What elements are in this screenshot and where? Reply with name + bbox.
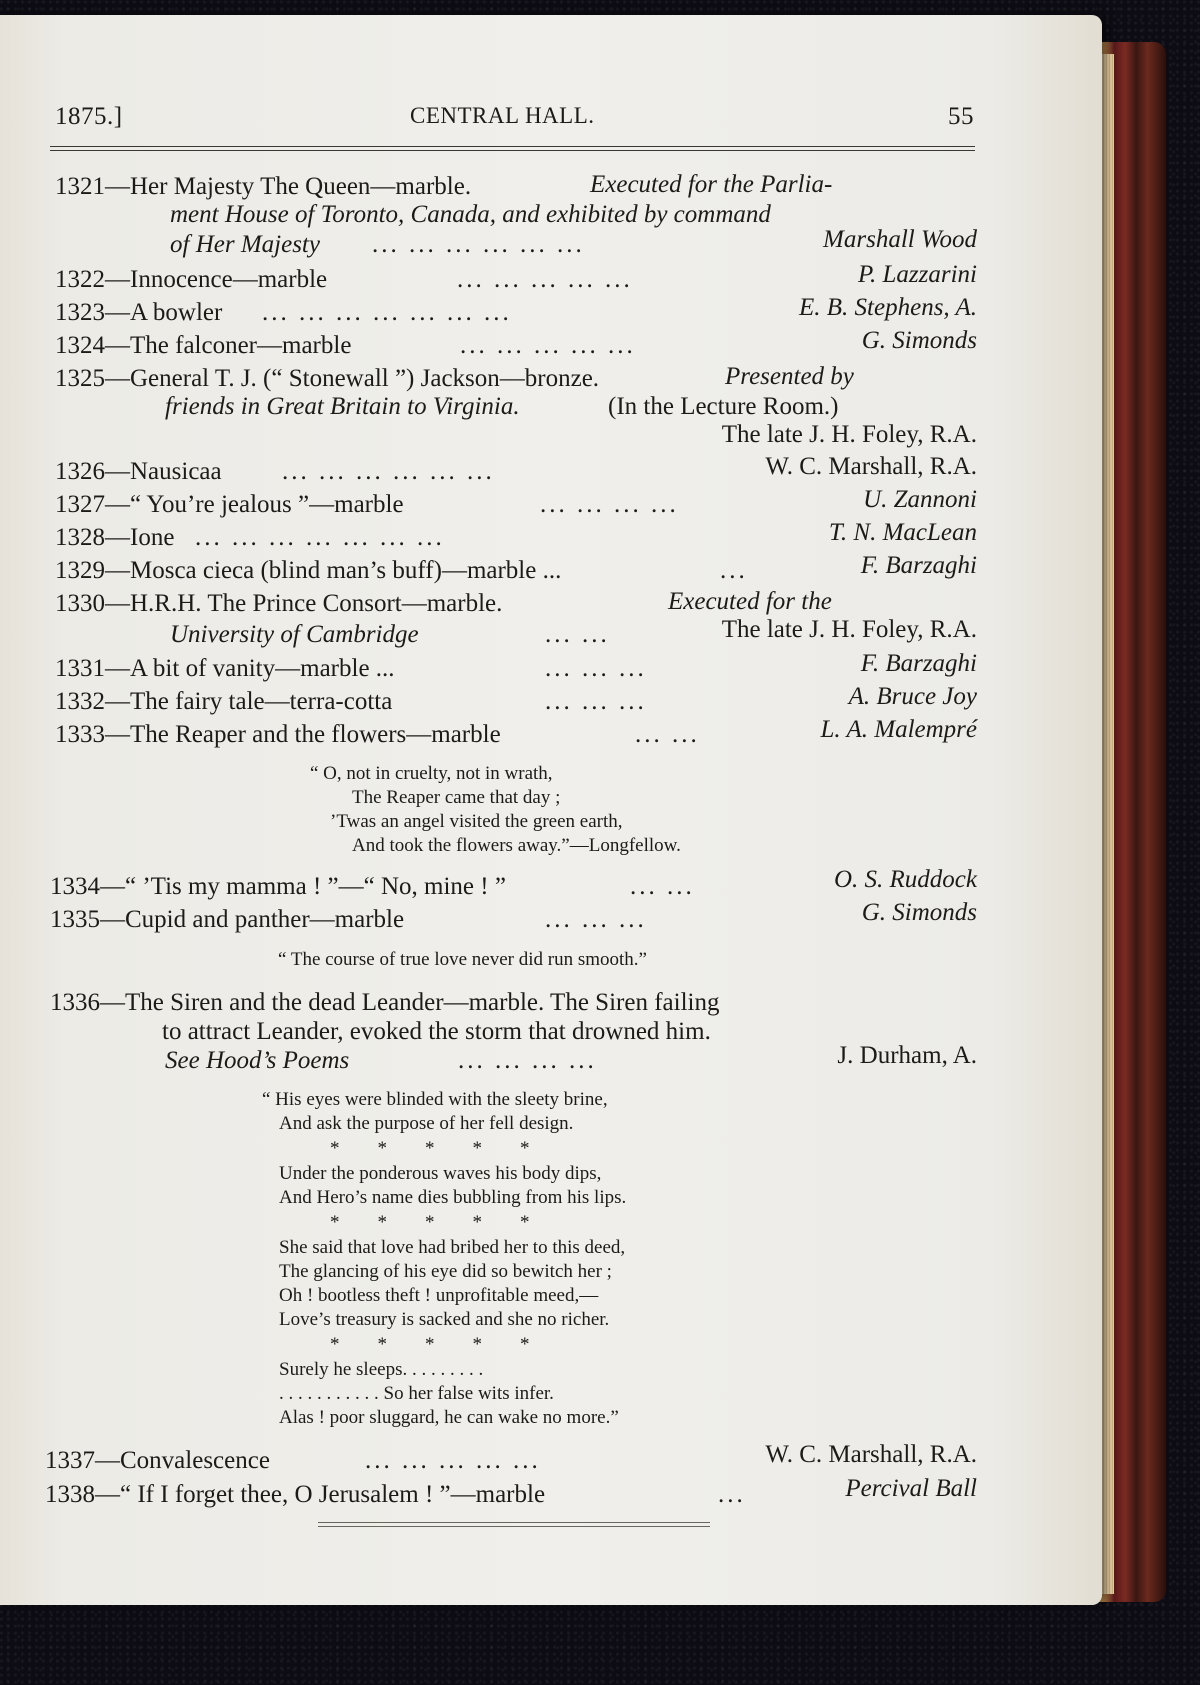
asterisk-separator: * * * * * — [330, 1212, 530, 1233]
entry-1323-title: 1323—A bowler — [55, 299, 223, 326]
entry-1326-title: 1326—Nausicaa — [55, 458, 222, 485]
entry-1325-location: (In the Lecture Room.) — [608, 393, 839, 420]
entry-1321-note: ment House of Toronto, Canada, and exhibited by command — [170, 201, 771, 228]
entry-1321-note: Executed for the Parlia- — [590, 171, 833, 198]
entry-1324-artist: G. Simonds — [861, 327, 977, 354]
quote-line: “ O, not in cruelty, not in wrath, — [310, 763, 553, 784]
entry-1332-artist: A. Bruce Joy — [848, 683, 977, 710]
entry-1324-title: 1324—The falconer—marble — [55, 332, 352, 359]
entry-1332-title: 1332—The fairy tale—terra-cotta — [55, 688, 393, 715]
entry-1330-note: Executed for the — [668, 588, 832, 615]
quote-line: ’Twas an angel visited the green earth, — [330, 811, 623, 832]
footer-rule-top — [318, 1522, 710, 1523]
entry-1336-description: to attract Leander, evoked the storm that drowned him. — [162, 1018, 711, 1045]
entry-1336-title: 1336—The Siren and the dead Leander—marble. The Siren failing — [50, 989, 720, 1016]
dot-leader: ... ... ... ... ... — [365, 1447, 541, 1474]
entry-1330-title: 1330—H.R.H. The Prince Consort—marble. — [55, 590, 503, 617]
page-header-title: CENTRAL HALL. — [410, 103, 595, 128]
entry-1330-artist: The late J. H. Foley, R.A. — [721, 616, 977, 643]
dot-leader: ... ... — [545, 621, 610, 648]
entry-1322-title: 1322—Innocence—marble — [55, 266, 328, 293]
dot-leader: ... ... ... ... — [458, 1047, 597, 1074]
quote-line: The glancing of his eye did so bewitch her ; — [279, 1261, 612, 1282]
quote-line: “ The course of true love never did run smooth.” — [278, 949, 647, 970]
header-rule-top — [50, 146, 975, 147]
entry-1321-note: of Her Majesty — [170, 231, 320, 258]
dot-leader: ... ... — [630, 873, 695, 900]
entry-1331-title: 1331—A bit of vanity—marble ... — [55, 655, 395, 682]
entry-1337-artist: W. C. Marshall, R.A. — [765, 1441, 977, 1468]
entry-1328-artist: T. N. MacLean — [828, 519, 977, 546]
footer-rule-bottom — [318, 1526, 710, 1527]
quote-line: She said that love had bribed her to this deed, — [279, 1237, 626, 1258]
entry-1336-artist: J. Durham, A. — [837, 1042, 977, 1069]
quote-line: Surely he sleeps. . . . . . . . . — [279, 1359, 484, 1380]
dot-leader: ... ... ... ... ... ... ... — [262, 299, 512, 326]
entry-1330-note: University of Cambridge — [170, 621, 419, 648]
entry-1325-note: Presented by — [725, 363, 854, 390]
entry-1338-artist: Percival Ball — [845, 1475, 977, 1502]
entry-1335-artist: G. Simonds — [861, 899, 977, 926]
entry-1331-artist: F. Barzaghi — [860, 650, 977, 677]
entry-1338-title: 1338—“ If I forget thee, O Jerusalem ! ”—marble — [45, 1481, 546, 1508]
entry-1325-title: 1325—General T. J. (“ Stonewall ”) Jackson—bronze. — [55, 365, 600, 392]
dot-leader: ... ... — [635, 721, 700, 748]
asterisk-separator: * * * * * — [330, 1334, 530, 1355]
entry-1327-artist: U. Zannoni — [863, 486, 977, 513]
dot-leader: ... ... ... — [545, 655, 647, 682]
quote-line: And Hero’s name dies bubbling from his lips. — [279, 1187, 627, 1208]
entry-1321-artist: Marshall Wood — [823, 226, 977, 253]
dot-leader: ... — [718, 1481, 746, 1508]
quote-line: And took the flowers away.”—Longfellow. — [352, 835, 681, 856]
entry-1334-title: 1334—“ ’Tis my mamma ! ”—“ No, mine ! ” — [50, 873, 506, 900]
entry-1326-artist: W. C. Marshall, R.A. — [765, 453, 977, 480]
quote-line: The Reaper came that day ; — [352, 787, 561, 808]
entry-1327-title: 1327—“ You’re jealous ”—marble — [55, 491, 404, 518]
header-rule-bottom — [50, 150, 975, 151]
dot-leader: ... ... ... — [545, 906, 647, 933]
entry-1322-artist: P. Lazzarini — [857, 261, 977, 288]
quote-line: . . . . . . . . . . . So her false wits infer. — [279, 1383, 554, 1404]
dot-leader: ... ... ... ... ... ... ... — [195, 524, 445, 551]
dot-leader: ... ... ... ... — [540, 491, 679, 518]
entry-1333-title: 1333—The Reaper and the flowers—marble — [55, 721, 501, 748]
quote-line: Alas ! poor sluggard, he can wake no more.” — [279, 1407, 619, 1428]
dot-leader: ... ... ... ... ... — [457, 266, 633, 293]
dot-leader: ... ... ... ... ... — [460, 332, 636, 359]
entry-1336-reference: See Hood’s Poems — [165, 1047, 350, 1074]
entry-1337-title: 1337—Convalescence — [45, 1447, 270, 1474]
dot-leader: ... — [720, 557, 748, 584]
entry-1325-note: friends in Great Britain to Virginia. — [165, 393, 520, 420]
entry-1329-artist: F. Barzaghi — [860, 552, 977, 579]
quote-line: Oh ! bootless theft ! unprofitable meed,— — [279, 1285, 599, 1306]
dot-leader: ... ... ... ... ... ... — [282, 458, 495, 485]
quote-line: And ask the purpose of her fell design. — [279, 1113, 574, 1134]
dot-leader: ... ... ... ... ... ... — [372, 231, 585, 258]
page-number: 55 — [948, 103, 974, 130]
dot-leader: ... ... ... — [545, 688, 647, 715]
entry-1321-title: 1321—Her Majesty The Queen—marble. — [55, 173, 472, 200]
entry-1325-artist: The late J. H. Foley, R.A. — [721, 421, 977, 448]
entry-1334-artist: O. S. Ruddock — [833, 866, 977, 893]
entry-1333-artist: L. A. Malempré — [820, 716, 977, 743]
asterisk-separator: * * * * * — [330, 1138, 530, 1159]
entry-1328-title: 1328—Ione — [55, 524, 175, 551]
entry-1329-title: 1329—Mosca cieca (blind man’s buff)—marble ... — [55, 557, 562, 584]
entry-1335-title: 1335—Cupid and panther—marble — [50, 906, 405, 933]
quote-line: Love’s treasury is sacked and she no richer. — [279, 1309, 610, 1330]
entry-1323-artist: E. B. Stephens, A. — [799, 294, 977, 321]
page-header-year: 1875.] — [55, 103, 123, 130]
quote-line: Under the ponderous waves his body dips, — [279, 1163, 602, 1184]
quote-line: “ His eyes were blinded with the sleety brine, — [262, 1089, 608, 1110]
